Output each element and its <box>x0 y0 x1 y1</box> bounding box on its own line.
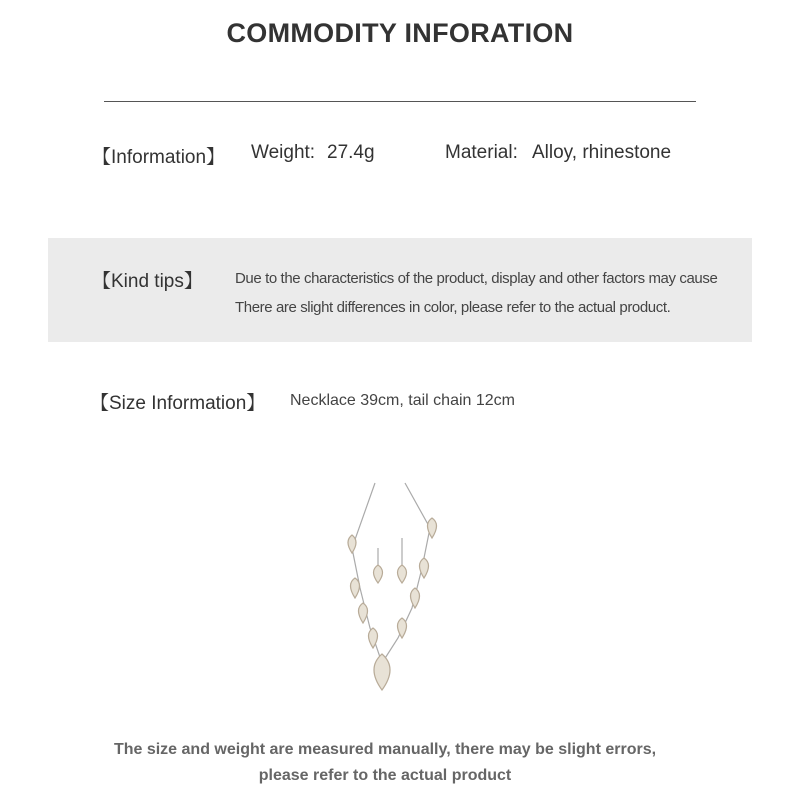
page-title: COMMODITY INFORATION <box>226 18 574 48</box>
kind-tips-label: 【Kind tips】 <box>92 271 203 292</box>
size-information-label: 【Size Information】 <box>90 393 266 414</box>
kind-tips-line2: There are slight differences in color, please refer to the actual product. <box>235 299 671 316</box>
material-label: Material: <box>445 142 518 163</box>
size-information-value: Necklace 39cm, tail chain 12cm <box>290 392 515 409</box>
information-label: 【Information】 <box>92 147 226 168</box>
weight-value: 27.4g <box>327 142 375 163</box>
kind-tips-line1: Due to the characteristics of the product, display and other factors may cause <box>235 270 718 287</box>
necklace-image <box>330 478 470 698</box>
footer-line2: please refer to the actual product <box>258 767 512 784</box>
material-value: Alloy, rhinestone <box>532 142 672 163</box>
divider <box>104 101 696 102</box>
weight-label: Weight: <box>251 142 316 163</box>
footer-line1: The size and weight are measured manually, there may be slight errors, <box>113 741 657 758</box>
